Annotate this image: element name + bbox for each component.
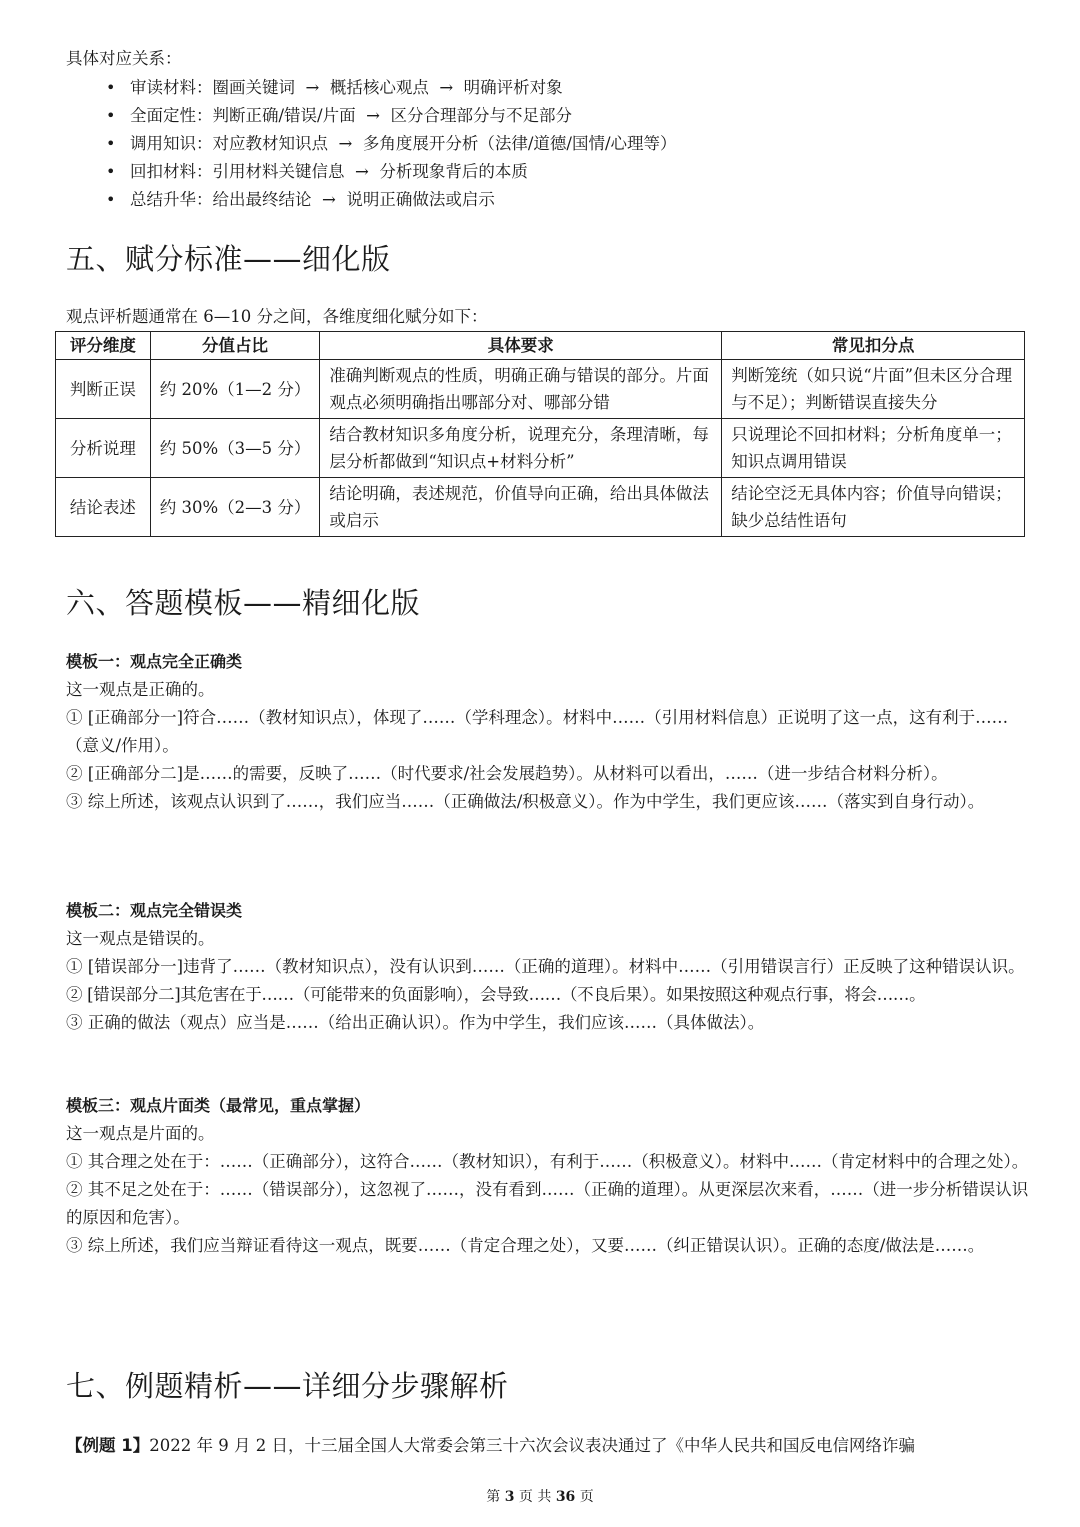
table-cell-deduction: 判断笼统（如只说“片面”但未区分合理与不足）；判断错误直接失分 bbox=[722, 360, 1025, 419]
list-item: • 调用知识：对应教材知识点 → 多角度展开分析（法律/道德/国情/心理等） bbox=[66, 130, 677, 158]
column-header: 评分维度 bbox=[56, 332, 151, 360]
example-label: 【例题 1】 bbox=[66, 1436, 150, 1455]
page-number: 3 bbox=[504, 1489, 515, 1505]
section-7-heading: 七、例题精析——详细分步骤解析 bbox=[66, 1369, 509, 1403]
arrow-icon: → bbox=[322, 190, 336, 209]
template-block bbox=[66, 648, 1036, 816]
table-cell-deduction: 结论空泛无具体内容；价值导向错误；缺少总结性语句 bbox=[722, 478, 1025, 537]
list-item: • 回扣材料：引用材料关键信息 → 分析现象背后的本质 bbox=[66, 158, 677, 186]
template-item: ① [错误部分一]违背了……（教材知识点），没有认识到……（正确的道理）。材料中……（引用错误言行）正反映了这种错误认识。 bbox=[66, 957, 1025, 976]
template-block bbox=[66, 1092, 1036, 1260]
table-cell-dimension: 分析说理 bbox=[56, 419, 151, 478]
arrow-icon: → bbox=[439, 78, 454, 97]
arrow-icon: → bbox=[366, 106, 380, 125]
table-cell-requirement: 准确判断观点的性质，明确正确与错误的部分。片面观点必须明确指出哪部分对、哪部分错 bbox=[320, 360, 722, 419]
arrow-icon: → bbox=[355, 162, 369, 181]
page-footer: 第 3 页 共 36 页 bbox=[486, 1489, 594, 1505]
template-block bbox=[66, 897, 1036, 1037]
column-header: 分值占比 bbox=[150, 332, 320, 360]
table-row bbox=[56, 478, 1025, 537]
template-item: ② 其不足之处在于：……（错误部分），这忽视了……，没有看到……（正确的道理）。从更深层次来看，……（进一步分析错误认识的原因和危害）。 bbox=[66, 1180, 1029, 1227]
arrow-icon: → bbox=[338, 134, 353, 153]
scoring-note: 观点评析题通常在 6—10 分之间，各维度细化赋分如下： bbox=[66, 307, 488, 326]
list-item: • 全面定性：判断正确/错误/片面 → 区分合理部分与不足部分 bbox=[66, 102, 677, 130]
template-lead: 这一观点是错误的。 bbox=[66, 929, 215, 948]
table-row bbox=[56, 360, 1025, 419]
template-item: ③ 综上所述，我们应当辩证看待这一观点，既要……（肯定合理之处），又要……（纠正错误认识）。正确的态度/做法是……。 bbox=[66, 1236, 985, 1255]
table-row bbox=[56, 419, 1025, 478]
table-cell-dimension: 结论表述 bbox=[56, 478, 151, 537]
template-item: ① [正确部分一]符合……（教材知识点），体现了……（学科理念）。材料中……（引用材料信息）正说明了这一点，这有利于……（意义/作用）。 bbox=[66, 708, 1009, 755]
table-cell-requirement: 结论明确，表述规范，价值导向正确，给出具体做法或启示 bbox=[320, 478, 722, 537]
example-1 bbox=[66, 1432, 915, 1460]
page-total: 36 bbox=[555, 1489, 576, 1505]
template-lead: 这一观点是正确的。 bbox=[66, 680, 215, 699]
table-cell-score: 约 30%（2—3 分） bbox=[150, 478, 320, 537]
list-item: • 审读材料：圈画关键词 → 概括核心观点 → 明确评析对象 bbox=[66, 74, 677, 102]
template-item: ③ 综上所述，该观点认识到了……，我们应当……（正确做法/积极意义）。作为中学生，我们更应该……（落实到自身行动）。 bbox=[66, 792, 985, 811]
bullet-icon: • bbox=[106, 162, 116, 181]
step-list bbox=[66, 74, 677, 214]
template-item: ② [正确部分二]是……的需要，反映了……（时代要求/社会发展趋势）。从材料可以看出，……（进一步结合材料分析）。 bbox=[66, 764, 948, 783]
section-5-heading: 五、赋分标准——细化版 bbox=[66, 242, 391, 276]
template-item: ③ 正确的做法（观点）应当是……（给出正确认识）。作为中学生，我们应该……（具体做法）。 bbox=[66, 1013, 765, 1032]
example-text: 2022 年 9 月 2 日，十三届全国人大常委会第三十六次会议表决通过了《中华人民共和国反电信网络诈骗 bbox=[149, 1436, 915, 1455]
bullet-icon: • bbox=[106, 106, 116, 125]
bullet-icon: • bbox=[106, 78, 116, 97]
template-item: ① 其合理之处在于：……（正确部分），这符合……（教材知识），有利于……（积极意义）。材料中……（肯定材料中的合理之处）。 bbox=[66, 1152, 1029, 1171]
column-header: 常见扣分点 bbox=[722, 332, 1025, 360]
template-lead: 这一观点是片面的。 bbox=[66, 1124, 215, 1143]
table-cell-requirement: 结合教材知识多角度分析，说理充分，条理清晰，每层分析都做到“知识点+材料分析” bbox=[320, 419, 722, 478]
section-6-heading: 六、答题模板——精细化版 bbox=[66, 586, 421, 620]
template-title: 模板一：观点完全正确类 bbox=[66, 652, 243, 671]
list-item: • 总结升华：给出最终结论 → 说明正确做法或启示 bbox=[66, 186, 677, 214]
table-cell-score: 约 50%（3—5 分） bbox=[150, 419, 320, 478]
table-cell-deduction: 只说理论不回扣材料；分析角度单一；知识点调用错误 bbox=[722, 419, 1025, 478]
template-title: 模板三：观点片面类（最常见，重点掌握） bbox=[66, 1096, 371, 1115]
bullet-icon: • bbox=[106, 134, 116, 153]
scoring-table bbox=[55, 331, 1025, 537]
bullet-icon: • bbox=[106, 190, 116, 209]
column-header: 具体要求 bbox=[320, 332, 722, 360]
template-item: ② [错误部分二]其危害在于……（可能带来的负面影响），会导致……（不良后果）。如果按照这种观点行事，将会……。 bbox=[66, 985, 926, 1004]
table-header-row bbox=[56, 332, 1025, 360]
table-cell-dimension: 判断正误 bbox=[56, 360, 151, 419]
table-cell-score: 约 20%（1—2 分） bbox=[150, 360, 320, 419]
template-title: 模板二：观点完全错误类 bbox=[66, 901, 243, 920]
arrow-icon: → bbox=[305, 78, 320, 97]
intro-text: 具体对应关系： bbox=[66, 49, 182, 68]
